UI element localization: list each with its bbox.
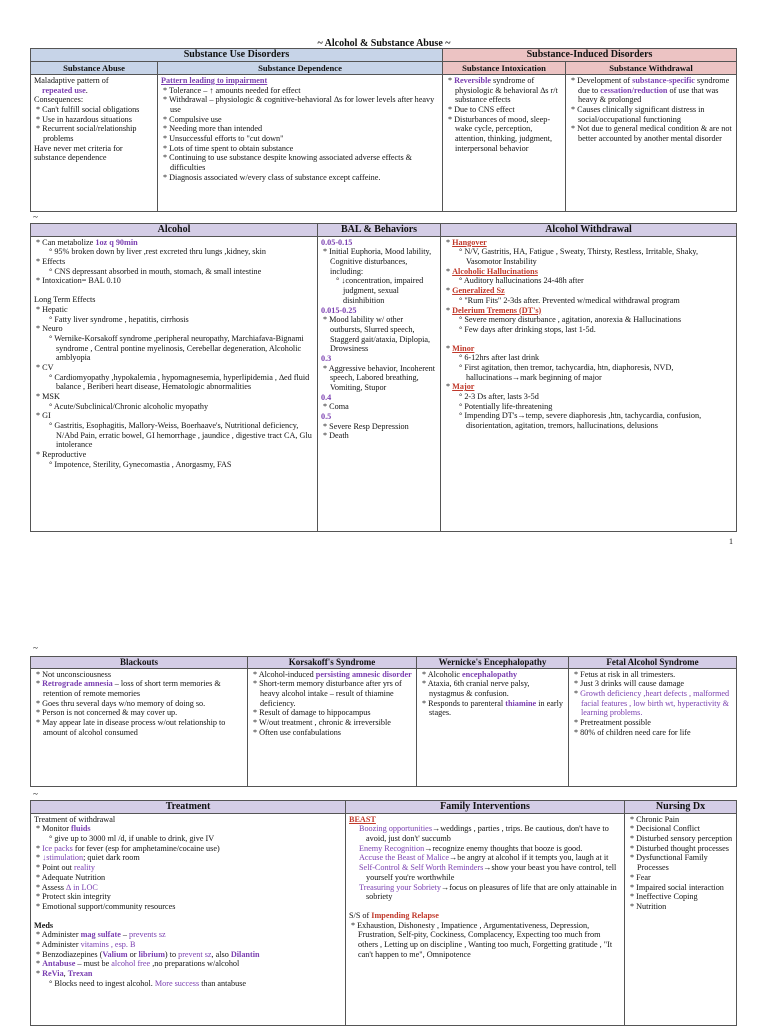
list-item: Boozing opportunities→weddings , parties , trips. Be cautious, don't have to avoid, just don't' succumb bbox=[359, 824, 609, 844]
subheader-withdrawal: Substance Withdrawal bbox=[566, 61, 737, 74]
meds-label: Meds bbox=[34, 920, 54, 930]
list-item: * ReVia, Trexan bbox=[36, 968, 93, 978]
relapse-label: S/S of Impending Relapse bbox=[349, 910, 439, 920]
list-item: ° 95% broken down by liver ,rest excreted thru lungs ,kidney, skin bbox=[49, 247, 266, 257]
list-item: * Assess ∆ in LOC bbox=[36, 882, 98, 892]
list-item: * Compulsive use bbox=[163, 114, 222, 124]
list-item: * Needing more than intended bbox=[163, 124, 263, 134]
substance-disorders-table bbox=[30, 48, 737, 212]
list-item: * Mood lability w/ other outbursts, Slurred speech, Staggerd gait/ataxia, Diplopia, Drowsiness bbox=[323, 315, 431, 354]
list-item: * Can't fulfill social obligations bbox=[36, 104, 140, 114]
header-korsakoff: Korsakoff's Syndrome bbox=[248, 657, 417, 669]
list-item: Self-Control & Self Worth Reminders→show your beast you have control, tell yourself you're worthwhile bbox=[359, 863, 617, 882]
list-item: * Effects bbox=[36, 257, 66, 267]
list-item: ° Fatty liver syndrome , hepatitis, cirrhosis bbox=[49, 314, 189, 324]
list-item: ° Impotence, Sterility, Gynecomastia , Anorgasmy, FAS bbox=[49, 459, 232, 469]
list-item: * Disturbances of mood, sleep-wake cycle, perception, attention, thinking, judgment, interpersonal behavior bbox=[448, 114, 553, 153]
list-item: * Can metabolize 1oz q 90min bbox=[36, 237, 138, 247]
list-item: * Due to CNS effect bbox=[448, 104, 515, 114]
list-item: * Reversible syndrome of physiologic & behavioral ∆s r/t substance effects bbox=[448, 75, 558, 105]
header-blackouts: Blackouts bbox=[31, 657, 248, 669]
list-item: * Responds to parenteral thiamine in early stages. bbox=[422, 698, 563, 718]
list-item: * Coma bbox=[323, 402, 349, 412]
list-item: * Withdrawal – physiologic & cognitive-behavioral ∆s for lower levels after heavy use bbox=[163, 95, 435, 114]
abuse-cell: Maladaptive pattern of repeated use. Consequences: * Can't fulfill social obligations * Use in hazardous situations * Recurrent social/relationship problems Have never met criteria for substance dependence bbox=[31, 74, 158, 211]
list-item: ° ↓concentration, impaired judgment, sexual disinhibition bbox=[336, 276, 424, 305]
treatment-intro: Treatment of withdrawal bbox=[34, 814, 116, 824]
separator-tilde: ~ bbox=[33, 789, 38, 799]
bal-range: 0.5 bbox=[321, 411, 332, 421]
blackouts-cell bbox=[31, 668, 248, 786]
list-item: * Severe Resp Depression bbox=[323, 421, 409, 431]
list-item: * Result of damage to hippocampus bbox=[253, 708, 371, 718]
list-item: Accuse the Beast of Malice→be angry at alcohol if it tempts you, laugh at it bbox=[359, 853, 609, 863]
bal-range: 0.3 bbox=[321, 353, 332, 363]
list-item: * Goes thru several days w/no memory of doing so. bbox=[36, 698, 206, 708]
page-number: 1 bbox=[729, 537, 733, 546]
list-item: * Not unconsciousness bbox=[36, 669, 112, 679]
abuse-note: Have never met criteria for substance dependence bbox=[34, 143, 123, 163]
korsakoff-cell bbox=[248, 668, 417, 786]
bal-range: 0.015-0.25 bbox=[321, 305, 357, 315]
list-item: * 80% of children need care for life bbox=[574, 727, 691, 737]
bal-range: 0.4 bbox=[321, 392, 332, 402]
list-item: ° Few days after drinking stops, last 1-5d. bbox=[459, 324, 596, 334]
header-wernicke: Wernicke's Encephalopathy bbox=[417, 657, 569, 669]
list-item: * Alcohol-induced persisting amnesic disorder bbox=[253, 669, 412, 679]
list-item: * Reproductive bbox=[36, 449, 87, 459]
list-item: * Exhaustion, Dishonesty , Impatience , Argumentativeness, Depression, Frustration, Self-pity, Cockiness, Complacency, Expecting too much from others , Letting up on discipline , Wanting too much, Forgetting gratitude , "It can't happen to me", Omnipotence bbox=[351, 920, 613, 959]
list-item: * Impaired social interaction bbox=[630, 882, 724, 892]
separator-tilde: ~ bbox=[33, 212, 38, 222]
list-item: Enemy Recognition→recognize enemy thoughts that booze is good. bbox=[359, 843, 583, 853]
list-item: * Antabuse – must be alcohol free ,no preparations w/alcohol bbox=[36, 959, 240, 969]
dependence-cell bbox=[158, 74, 443, 211]
list-item: ° Gastritis, Esophagitis, Mallory-Weiss, Boerhaave's, Nutritional deficiency, N/Abd Pain, erratic bowel, GI hemorrhage , jaundice , digestive tract CA, Glu intolerance bbox=[49, 420, 312, 450]
list-item: * MSK bbox=[36, 391, 60, 401]
list-item: * Pretreatment possible bbox=[574, 717, 651, 727]
treatment-cell bbox=[31, 813, 346, 1025]
list-item: * Administer vitamins , esp. B bbox=[36, 939, 136, 949]
list-item: * Protect skin integrity bbox=[36, 892, 111, 902]
memory-syndromes-table bbox=[30, 656, 737, 787]
list-item: * Fear bbox=[630, 872, 651, 882]
list-item: Treasuring your Sobriety→focus on pleasures of life that are only attainable in sobriety bbox=[359, 882, 617, 902]
list-item: * Short-term memory disturbance after yrs of heavy alcohol intake – result of thiamine deficiency. bbox=[253, 679, 402, 708]
list-item: * Alcoholic Hallucinations bbox=[446, 266, 538, 276]
list-item: ° 2-3 Ds after, lasts 3-5d bbox=[459, 391, 539, 401]
list-item: * Chronic Pain bbox=[630, 814, 680, 824]
list-item: * May appear late in disease process w/out relationship to amount of alcohol consumed bbox=[36, 717, 226, 737]
subheader-abuse: Substance Abuse bbox=[31, 61, 158, 74]
list-item: ° Acute/Subclinical/Chronic alcoholic myopathy bbox=[49, 401, 209, 411]
list-item: * Delerium Tremens (DT's) bbox=[446, 305, 542, 315]
header-bal: BAL & Behaviors bbox=[318, 224, 441, 237]
list-item: * Recurrent social/relationship problems bbox=[36, 124, 137, 143]
header-family: Family Interventions bbox=[346, 801, 625, 814]
list-item: * Aggressive behavior, Incoherent speech, Labored breathing, Vomiting, Stupor bbox=[323, 363, 436, 392]
list-item: * Growth deficiency ,heart defects , malformed facial features , low birth wt, hyperactivity & learning problems. bbox=[574, 688, 730, 718]
list-item: ° CNS depressant absorbed in mouth, stomach, & small intestine bbox=[49, 266, 262, 276]
list-item: * Ice packs for fever (esp for amphetamine/cocaine use) bbox=[36, 843, 220, 853]
list-item: * Major bbox=[446, 382, 475, 392]
list-item: ° Potentially life-threatening bbox=[459, 401, 553, 411]
header-substance-induced: Substance-Induced Disorders bbox=[443, 49, 737, 62]
header-alcohol: Alcohol bbox=[31, 224, 318, 237]
alcohol-cell bbox=[31, 236, 318, 531]
fas-cell bbox=[569, 668, 737, 786]
list-item: * ↓stimulation; quiet dark room bbox=[36, 853, 140, 863]
header-treatment: Treatment bbox=[31, 801, 346, 814]
list-item: * Benzodiazepines (Valium or librium) to prevent sz, also Dilantin bbox=[36, 949, 260, 959]
alcohol-table bbox=[30, 223, 737, 532]
alcohol-withdrawal-cell bbox=[441, 236, 737, 531]
separator-tilde: ~ bbox=[33, 643, 38, 653]
list-item: ° Blocks need to ingest alcohol. More success than antabuse bbox=[49, 978, 247, 988]
header-nursing: Nursing Dx bbox=[625, 801, 737, 814]
list-item: ° Severe memory disturbance , agitation, anorexia & Hallucinations bbox=[459, 315, 682, 325]
list-item: * Monitor fluids bbox=[36, 824, 91, 834]
withdrawal-cell bbox=[566, 74, 737, 211]
list-item: ° First agitation, then tremor, tachycardia, htn, diaphoresis, NVD, hallucinations→mark beginning of major bbox=[459, 362, 674, 382]
list-item: * Tolerance – ↑ amounts needed for effect bbox=[163, 85, 301, 95]
list-item: * Hepatic bbox=[36, 304, 68, 314]
list-item: * Adequate Nutrition bbox=[36, 872, 106, 882]
list-item: * Generalized Sz bbox=[446, 286, 505, 296]
long-term-effects: Long Term Effects bbox=[34, 295, 96, 305]
subheader-dependence: Substance Dependence bbox=[158, 61, 443, 74]
wernicke-cell bbox=[417, 668, 569, 786]
list-item: * Disturbed thought processes bbox=[630, 843, 729, 853]
list-item: * Intoxication= BAL 0.10 bbox=[36, 276, 121, 286]
list-item: * Initial Euphoria, Mood lability, Cognitive disturbances, including: bbox=[323, 247, 432, 276]
list-item: ° Auditory hallucinations 24-48h after bbox=[459, 276, 584, 286]
list-item: * Alcoholic encephalopathy bbox=[422, 669, 518, 679]
list-item: * Decisional Conflict bbox=[630, 824, 701, 834]
list-item: ° 6-12hrs after last drink bbox=[459, 353, 540, 363]
list-item: * Administer mag sulfate – prevents sz bbox=[36, 930, 166, 940]
list-item: * Causes clinically significant distress in social/occupational functioning bbox=[571, 104, 705, 124]
list-item: * Disturbed sensory perception bbox=[630, 834, 733, 844]
header-alcohol-withdrawal: Alcohol Withdrawal bbox=[441, 224, 737, 237]
header-substance-use: Substance Use Disorders bbox=[31, 49, 443, 62]
list-item: ° Cardiomyopathy ,hypokalemia , hypomagnesemia, hyperlipidemia , ∆ed fluid balance , Beriberi heart disease, Hematologic abnormalities bbox=[49, 372, 310, 392]
list-item: * Dysfunctional Family Processes bbox=[630, 853, 708, 873]
list-item: * Ineffective Coping bbox=[630, 892, 698, 902]
list-item: * W/out treatment , chronic & irreversible bbox=[253, 717, 391, 727]
repeated-use: repeated use bbox=[42, 85, 86, 95]
intoxication-cell bbox=[443, 74, 566, 211]
list-item: * Fetus at risk in all trimesters. bbox=[574, 669, 676, 679]
beast-label: BEAST bbox=[349, 814, 376, 824]
list-item: * Lots of time spent to obtain substance bbox=[163, 143, 294, 153]
header-fas: Fetal Alcohol Syndrome bbox=[569, 657, 737, 669]
nursing-cell bbox=[625, 813, 737, 1025]
list-item: * Retrograde amnesia – loss of short term memories & retention of remote memories bbox=[36, 679, 221, 698]
list-item: ° Impending DT's→temp, severe diaphoresis ,htn, tachycardia, confusion, disorientation, agitation, tremors, hallucinations, delusions bbox=[459, 411, 702, 430]
list-item: ° give up to 3000 ml /d, if unable to drink, give IV bbox=[49, 834, 215, 844]
bal-range: 0.05-0.15 bbox=[321, 237, 353, 247]
list-item: * Use in hazardous situations bbox=[36, 114, 132, 124]
list-item: * Emotional support/community resources bbox=[36, 901, 176, 911]
list-item: ° N/V, Gastritis, HA, Fatigue , Sweaty, Thirsty, Restless, Irritable, Shaky, Vasomotor Instability bbox=[459, 247, 699, 267]
list-item: * Hangover bbox=[446, 237, 487, 247]
list-item: * Person is not concerned & may cover up. bbox=[36, 708, 178, 718]
list-item: * Development of substance-specific syndrome due to cessation/reduction of use that was heavy & prolonged bbox=[571, 75, 730, 105]
list-item: ° "Rum Fits" 2-3ds after. Prevented w/medical withdrawal program bbox=[459, 295, 680, 305]
list-item: * Just 3 drinks will cause damage bbox=[574, 679, 685, 689]
list-item: * CV bbox=[36, 362, 54, 372]
list-item: * Nutrition bbox=[630, 901, 667, 911]
consequences-label: Consequences: bbox=[34, 95, 84, 105]
list-item: * Minor bbox=[446, 343, 475, 353]
bal-cell bbox=[318, 236, 441, 531]
list-item: * Ataxia, 6th cranial nerve palsy, nystagmus & confusion. bbox=[422, 679, 530, 698]
treatment-table bbox=[30, 800, 737, 1026]
list-item: * Often use confabulations bbox=[253, 727, 341, 737]
page-title: ~ Alcohol & Substance Abuse ~ bbox=[317, 38, 451, 49]
abuse-text: Maladaptive pattern of bbox=[34, 75, 109, 85]
list-item: ° Wernike-Korsakoff syndrome ,peripheral neuropathy, Marchiafava-Bignami syndrome , Central pontine myelinosis, Cerebellar degeneration, Alcoholic amblyopia bbox=[49, 333, 304, 363]
list-item: * Not due to general medical condition & are not better accounted by another mental disorder bbox=[571, 124, 732, 143]
family-cell bbox=[346, 813, 625, 1025]
list-item: * Death bbox=[323, 431, 349, 441]
list-item: * Diagnosis associated w/every class of substance except caffeine. bbox=[163, 172, 381, 182]
list-item: * Continuing to use substance despite knowing associated adverse effects & difficulties bbox=[163, 153, 413, 172]
dependence-head: Pattern leading to impairment bbox=[161, 75, 268, 85]
list-item: * Point out reality bbox=[36, 863, 95, 873]
list-item: * GI bbox=[36, 411, 51, 421]
list-item: * Neuro bbox=[36, 324, 63, 334]
subheader-intoxication: Substance Intoxication bbox=[443, 61, 566, 74]
list-item: * Unsuccessful efforts to "cut down" bbox=[163, 133, 284, 143]
